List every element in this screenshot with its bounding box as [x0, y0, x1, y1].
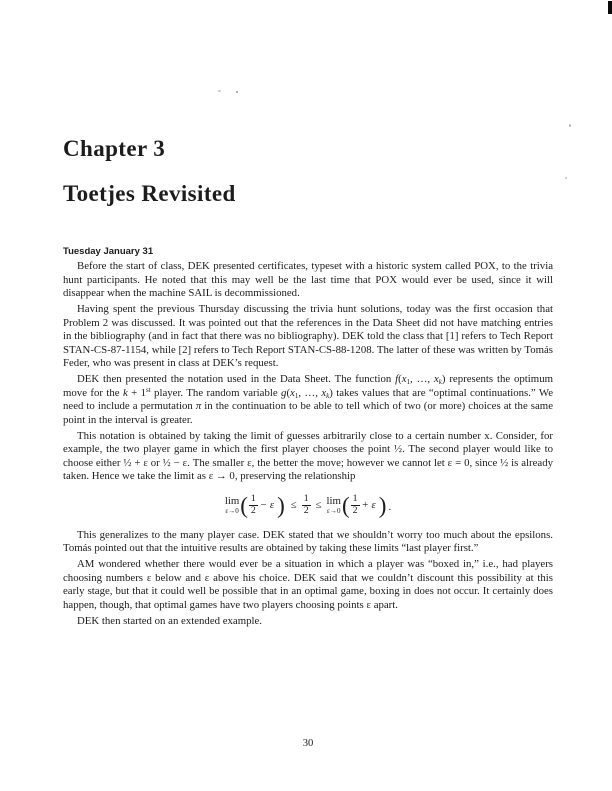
paragraph-3: DEK then presented the notation used in the Data Sheet. The function $f(x_1$, …, $x_k$) represents the optimum move for the k + 1st player. The random variable $g(x_1$, …, $x_k$) takes values that are “optimal continuations.” We need to include a permutation π in the continuation to be able to tell which of two (or more) choices at the same point in the interval is greater. [63, 373, 554, 426]
display-equation [63, 492, 553, 520]
math-var-x: x [401, 373, 407, 385]
paragraph-3-text: DEK then presented the notation used in the Data Sheet. The function [77, 373, 396, 385]
scan-artifact-corner-mark [608, 1, 612, 14]
math-var-x: x [433, 373, 439, 385]
fraction-one-half: $\frac{1}{2}$ [250, 493, 256, 516]
paragraph-6: AM wondered whether there would ever be a situation in which a player was “boxed in,” i.e., had players choosing numbers ε below and ε above his choice. DEK said that we couldn’t discount this possibility at this early stage, but that it could well be possible that in an optimal game, boxing in does not occur. It certainly does happen, though, that optimal games have two players choosing points ε apart. [63, 558, 553, 611]
math-var-f: f [395, 373, 399, 385]
close-paren: ) [277, 492, 285, 518]
paragraph-4: This notation is obtained by taking the limit of guesses arbitrarily close to a certain number x. Consider, for example, the two player game in which the first player chooses the point ½. The second player would like to choose either ½ + ε or ½ − ε. The smaller ε, the better the move; however we cannot let ε = 0, since ½ is already taken. Hence we take the limit as ε → 0, preserving the relationship [63, 429, 553, 482]
less-equal: ≤ [315, 498, 322, 511]
close-paren: ) [378, 492, 387, 518]
open-paren: ( [341, 492, 350, 518]
superscript-st: st [146, 385, 151, 394]
limit-operator: lim ε→0 [326, 495, 341, 515]
paragraph-5: This generalizes to the many player case. DEK stated that we shouldn’t worry too much about the epsilons. Tomás pointed out that the intuitive results are obtained by taking these limits “last player first.” [63, 528, 553, 554]
paragraph-1: Before the start of class, DEK presented certificates, typeset with a historic system called POX, to the trivia hunt participants. He noted that this may well be the last time that POX would ever be used, since it will disappear when the machine SAIL is decommissioned. [63, 260, 553, 299]
math-var-x: x [290, 386, 295, 399]
math-var-x: x [321, 386, 327, 399]
plus-epsilon: + ε [361, 498, 376, 511]
minus-epsilon: − ε [259, 498, 275, 511]
paragraph-7: DEK then started on an extended example. [77, 614, 262, 627]
open-paren: ( [240, 492, 248, 518]
date-heading: Tuesday January 31 [63, 246, 154, 257]
fraction-one-half: $\frac{1}{2}$ [303, 493, 309, 516]
limit-operator: lim ε→0 [224, 495, 240, 515]
body-text [63, 260, 553, 631]
scan-speck [218, 90, 221, 92]
equation-period: . [388, 501, 392, 513]
scan-speck [569, 124, 571, 127]
fraction-one-half: $\frac{1}{2}$ [352, 493, 358, 516]
math-var-pi: π [195, 400, 202, 412]
page-number: 30 [302, 738, 314, 749]
math-var-k: k [122, 386, 128, 399]
subscript-k: k [326, 391, 330, 400]
chapter-number-heading: Chapter 3 [63, 136, 166, 161]
less-equal: ≤ [290, 498, 297, 511]
paragraph-2: Having spent the previous Thursday discussing the trivia hunt solutions, today was the first occasion that Problem 2 was discussed. It was pointed out that the references in the Data Sheet did not have matching entries in the bibliography (and in fact that there was no bibliography). DEK told the class that [1] refers to Tech Report STAN-CS-87-1154, while [2] refers to Tech Report STAN-CS-88-1208. The latter of these was written by Tomás Feder, who was present in class at DEK’s request. [63, 303, 553, 369]
math-var-g: g [281, 386, 287, 399]
subscript-1: 1 [406, 378, 411, 386]
subscript-1: 1 [294, 391, 299, 400]
subscript-k: k [438, 378, 442, 386]
scan-speck [565, 177, 567, 179]
scan-speck [236, 91, 238, 93]
chapter-title-heading: Toetjes Revisited [63, 181, 236, 206]
